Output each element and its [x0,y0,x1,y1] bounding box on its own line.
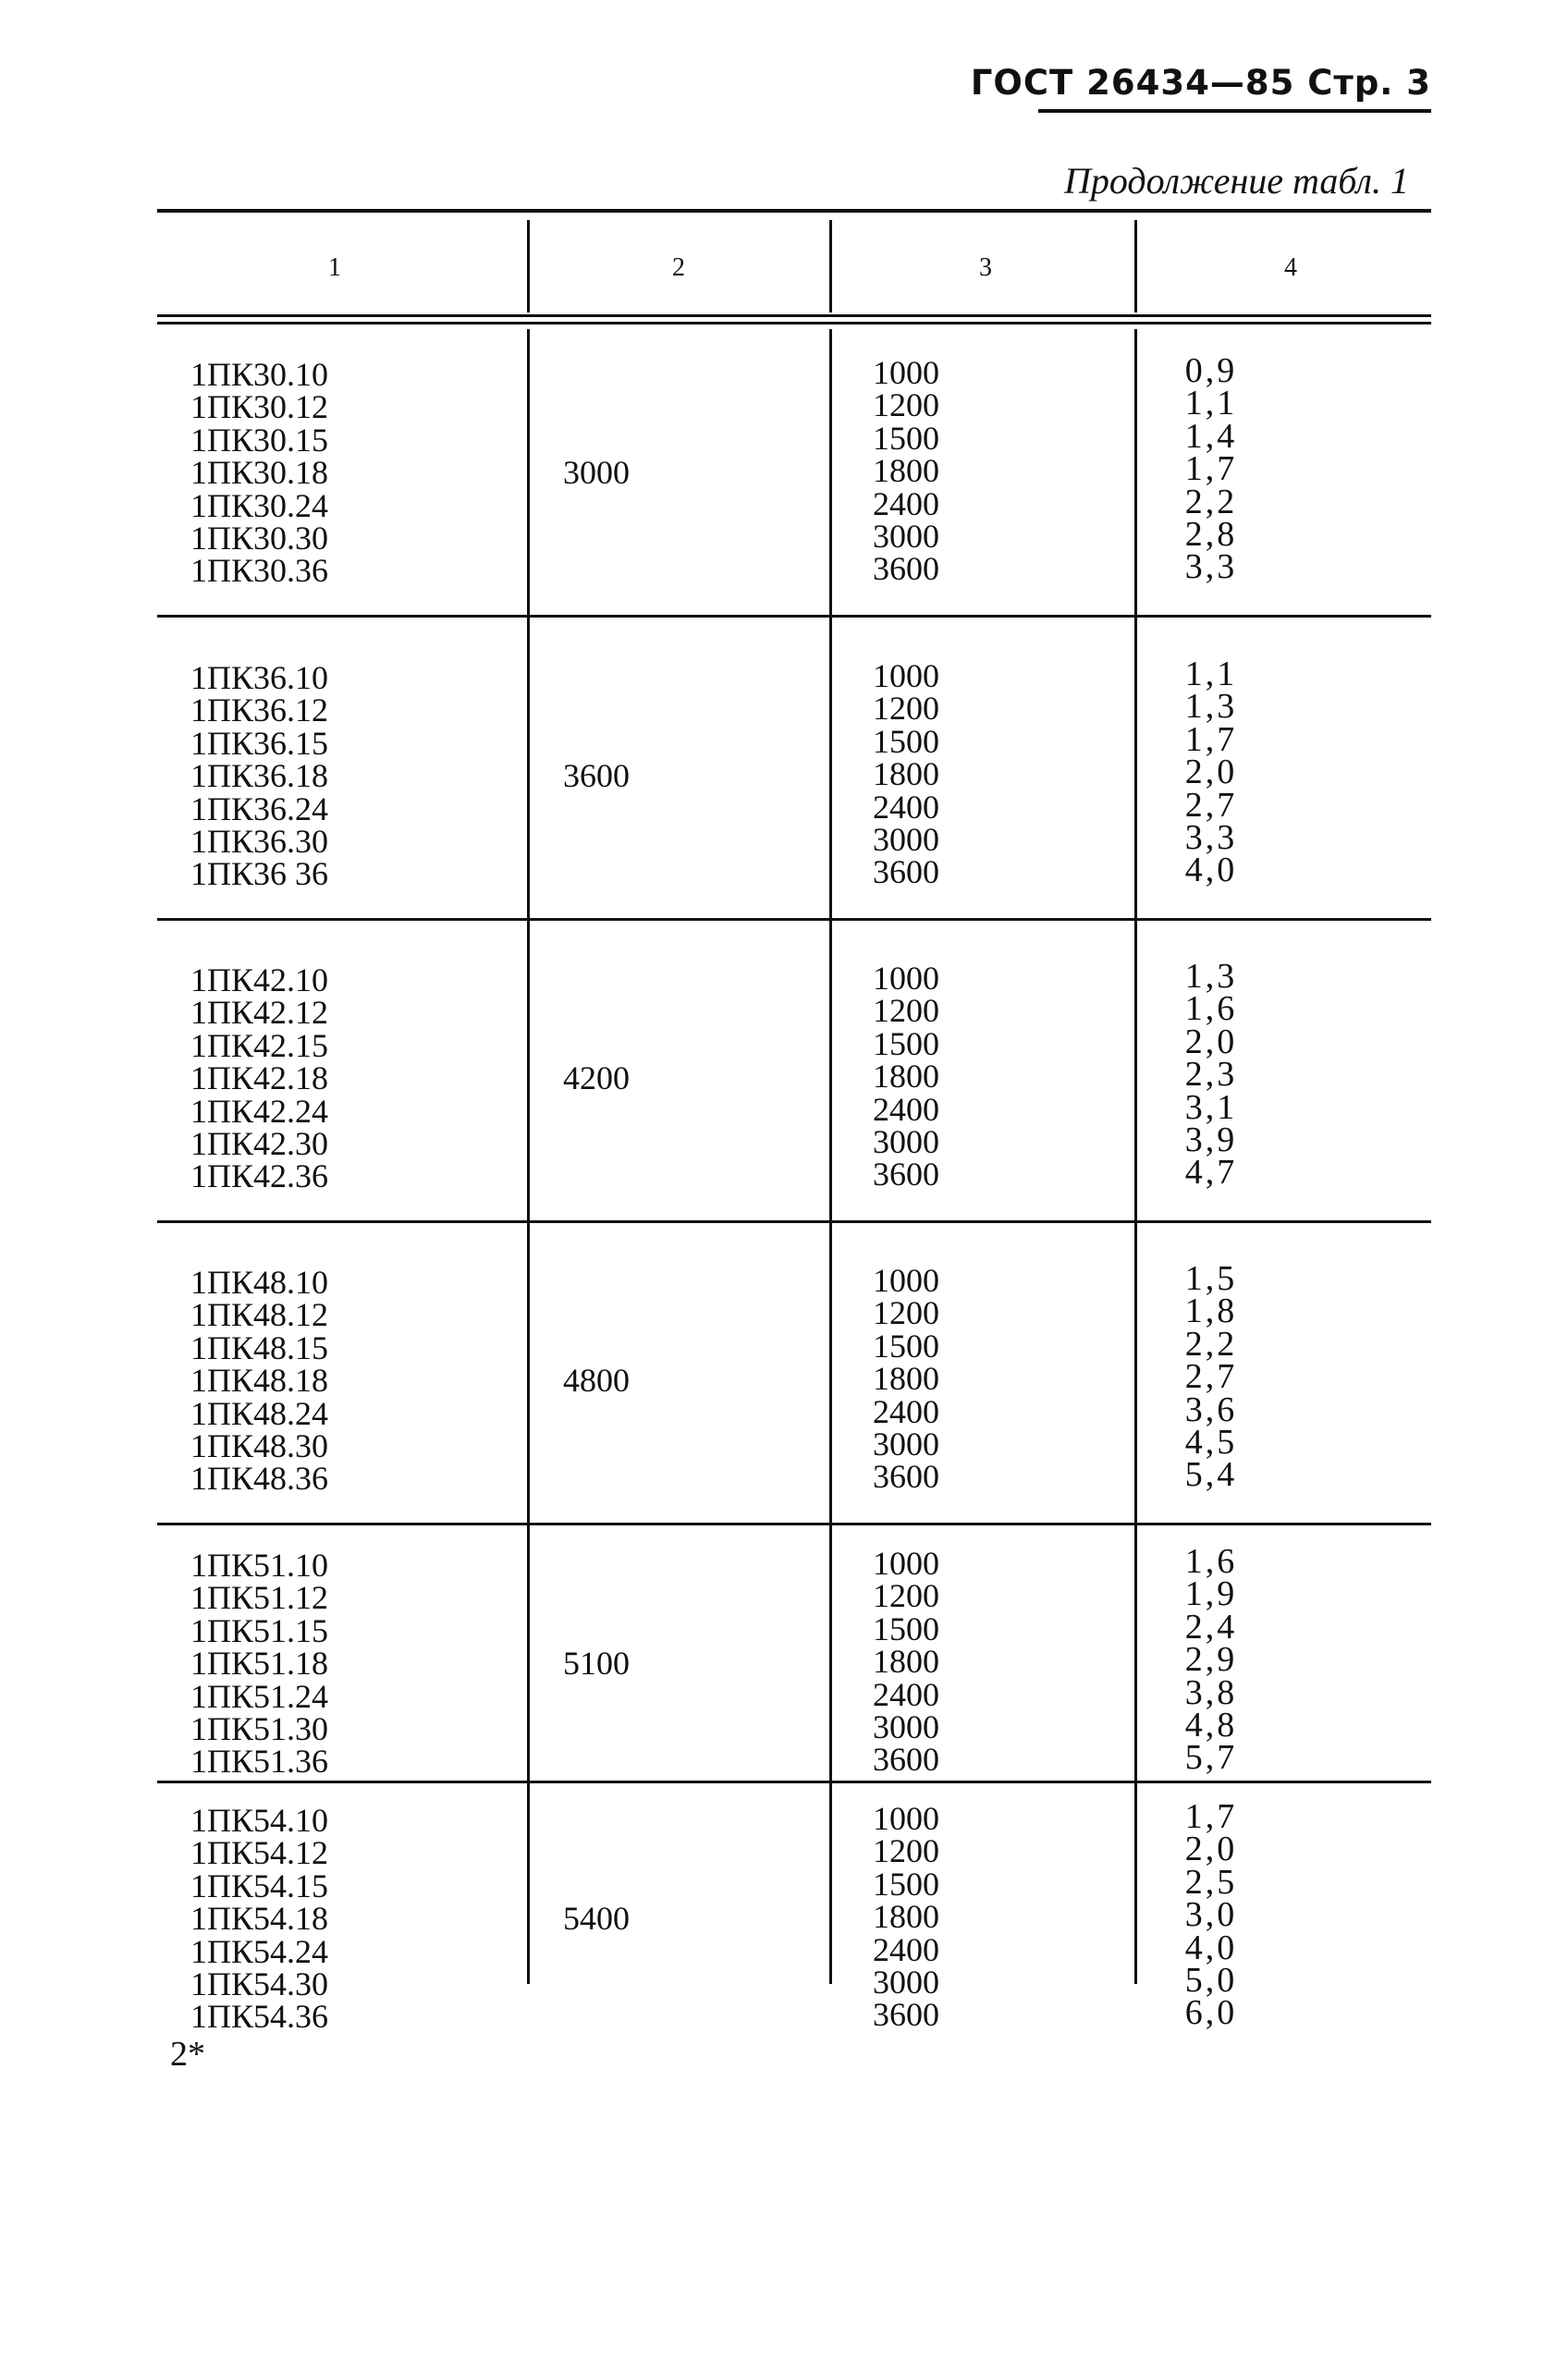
group-separator-5 [157,1781,1431,1783]
column-header-4: 4 [1284,253,1297,282]
length-value: 1800 [873,1643,939,1681]
weight-value: 3,9 [1184,1120,1238,1159]
column-header-1: 1 [328,253,341,282]
length-value: 1000 [873,1262,939,1299]
weight-value: 2,9 [1184,1640,1238,1680]
length-value: 2400 [873,1392,939,1430]
product-code: 1ПК51.15 [190,1611,329,1649]
weight-value: 6,0 [1184,1993,1238,2033]
weight-value: 1,7 [1184,719,1238,759]
length-value: 3000 [873,1963,939,2001]
weight-value: 2,2 [1184,482,1238,521]
column-header-2: 2 [672,253,685,282]
product-code: 1ПК42.24 [190,1092,329,1130]
header-divider-3 [1134,220,1137,312]
product-code: 1ПК30.15 [190,421,329,459]
weight-value: 1,6 [1184,989,1238,1029]
length-value: 1200 [873,690,939,728]
weight-value: 3,8 [1184,1672,1238,1712]
span-value: 5100 [563,1645,630,1682]
table-caption: Продолжение табл. 1 [1063,160,1409,202]
weight-value: 3,1 [1184,1087,1238,1127]
length-value: 3600 [873,550,939,588]
product-code: 1ПК54.15 [190,1867,329,1904]
weight-value: 2,0 [1184,1022,1238,1061]
product-code: 1ПК30.18 [190,454,329,492]
length-value: 1500 [873,419,939,457]
weight-value: 3,0 [1184,1895,1238,1935]
product-code: 1ПК36 36 [190,855,329,893]
length-value: 1200 [873,1832,939,1870]
product-code: 1ПК48.18 [190,1362,329,1400]
header-divider-1 [527,220,530,312]
weight-value: 1,3 [1184,687,1238,727]
weight-value: 4,0 [1184,851,1238,890]
product-code: 1ПК51.30 [190,1709,329,1747]
weight-value: 3,3 [1184,817,1238,857]
product-code: 1ПК30.30 [190,519,329,557]
length-value: 1800 [873,755,939,793]
span-value: 5400 [563,1900,630,1937]
product-code: 1ПК54.30 [190,1965,329,2002]
data-table [157,209,1431,2036]
weight-value: 1,1 [1184,384,1238,423]
product-code: 1ПК36.15 [190,724,329,762]
header-rule-lower [157,322,1431,324]
length-value: 3600 [873,1458,939,1496]
weight-value: 5,0 [1184,1960,1238,2000]
weight-value: 4,0 [1184,1928,1238,1967]
product-code: 1ПК42.18 [190,1059,329,1097]
length-value: 1500 [873,1610,939,1647]
group-separator-1 [157,615,1431,618]
weight-value: 4,7 [1184,1153,1238,1193]
length-value: 1500 [873,1024,939,1062]
product-code: 1ПК30.24 [190,486,329,524]
length-value: 2400 [873,788,939,826]
length-value: 3000 [873,1122,939,1160]
product-code: 1ПК48.12 [190,1296,329,1334]
length-value: 2400 [873,1675,939,1713]
product-code: 1ПК51.36 [190,1743,329,1781]
span-value: 3000 [563,454,630,491]
weight-value: 1,6 [1184,1542,1238,1581]
length-value: 3600 [873,1156,939,1194]
span-value: 3600 [563,757,630,794]
length-value: 2400 [873,1090,939,1128]
product-code: 1ПК54.12 [190,1834,329,1872]
header-underline [1038,109,1431,113]
column-divider-1 [527,329,530,1984]
column-header-3: 3 [979,253,992,282]
length-value: 3000 [873,517,939,555]
span-value: 4200 [563,1059,630,1096]
product-code: 1ПК30.36 [190,552,329,590]
length-value: 1200 [873,386,939,424]
group-separator-3 [157,1220,1431,1223]
product-code: 1ПК42.36 [190,1157,329,1195]
length-value: 3000 [873,1708,939,1745]
header-divider-2 [829,220,832,312]
length-value: 1500 [873,1865,939,1903]
page-signature-mark: 2* [170,2035,205,2074]
length-value: 1800 [873,452,939,490]
length-value: 1800 [873,1898,939,1936]
length-value: 1000 [873,1800,939,1837]
page-header-title: ГОСТ 26434—85 Стр. 3 [970,63,1431,103]
group-separator-2 [157,918,1431,921]
length-value: 3000 [873,1425,939,1463]
weight-value: 2,7 [1184,1357,1238,1397]
weight-value: 4,8 [1184,1705,1238,1745]
product-code: 1ПК54.24 [190,1932,329,1970]
weight-value: 1,5 [1184,1259,1238,1298]
weight-value: 1,9 [1184,1574,1238,1614]
weight-value: 4,5 [1184,1422,1238,1462]
weight-value: 1,4 [1184,416,1238,456]
weight-value: 5,4 [1184,1455,1238,1495]
product-code: 1ПК42.15 [190,1026,329,1064]
product-code: 1ПК54.18 [190,1900,329,1938]
product-code: 1ПК42.12 [190,994,329,1032]
length-value: 1500 [873,722,939,760]
product-code: 1ПК48.10 [190,1264,329,1301]
length-value: 1000 [873,354,939,391]
length-value: 1000 [873,657,939,694]
weight-value: 3,6 [1184,1390,1238,1429]
product-code: 1ПК51.24 [190,1677,329,1715]
length-value: 3600 [873,1996,939,2034]
product-code: 1ПК48.15 [190,1328,329,1366]
table-top-rule [157,209,1431,213]
product-code: 1ПК42.30 [190,1124,329,1162]
weight-value: 1,8 [1184,1292,1238,1331]
length-value: 1200 [873,992,939,1030]
length-value: 1000 [873,960,939,997]
product-code: 1ПК36.12 [190,692,329,729]
product-code: 1ПК54.36 [190,1998,329,2036]
weight-value: 1,7 [1184,1797,1238,1836]
weight-value: 2,3 [1184,1055,1238,1095]
length-value: 1800 [873,1360,939,1398]
weight-value: 2,5 [1184,1862,1238,1902]
product-code: 1ПК51.18 [190,1645,329,1683]
weight-value: 5,7 [1184,1738,1238,1778]
product-code: 1ПК36.18 [190,757,329,795]
length-value: 2400 [873,484,939,522]
weight-value: 0,9 [1184,351,1238,390]
group-separator-4 [157,1523,1431,1525]
product-code: 1ПК36.10 [190,659,329,696]
product-code: 1ПК48.24 [190,1394,329,1432]
product-code: 1ПК36.30 [190,822,329,860]
length-value: 3000 [873,820,939,858]
product-code: 1ПК36.24 [190,790,329,827]
span-value: 4800 [563,1362,630,1399]
product-code: 1ПК48.36 [190,1460,329,1498]
length-value: 2400 [873,1930,939,1968]
weight-value: 2,0 [1184,753,1238,792]
product-code: 1ПК30.12 [190,388,329,426]
header-rule-upper [157,314,1431,317]
product-code: 1ПК51.12 [190,1579,329,1617]
length-value: 3600 [873,1741,939,1779]
weight-value: 2,7 [1184,785,1238,825]
weight-value: 1,1 [1184,655,1238,693]
length-value: 1200 [873,1577,939,1615]
weight-value: 2,2 [1184,1324,1238,1364]
product-code: 1ПК54.10 [190,1802,329,1839]
length-value: 1000 [873,1545,939,1582]
weight-value: 2,8 [1184,514,1238,554]
product-code: 1ПК42.10 [190,961,329,998]
length-value: 1500 [873,1327,939,1365]
page-header [970,63,1431,146]
weight-value: 3,3 [1184,547,1238,587]
length-value: 1200 [873,1294,939,1332]
weight-value: 2,0 [1184,1830,1238,1869]
product-code: 1ПК51.10 [190,1547,329,1584]
weight-value: 2,4 [1184,1607,1238,1647]
product-code: 1ПК30.10 [190,356,329,393]
weight-value: 1,3 [1184,957,1238,996]
length-value: 3600 [873,853,939,891]
weight-value: 1,7 [1184,449,1238,489]
length-value: 1800 [873,1058,939,1096]
product-code: 1ПК48.30 [190,1426,329,1464]
